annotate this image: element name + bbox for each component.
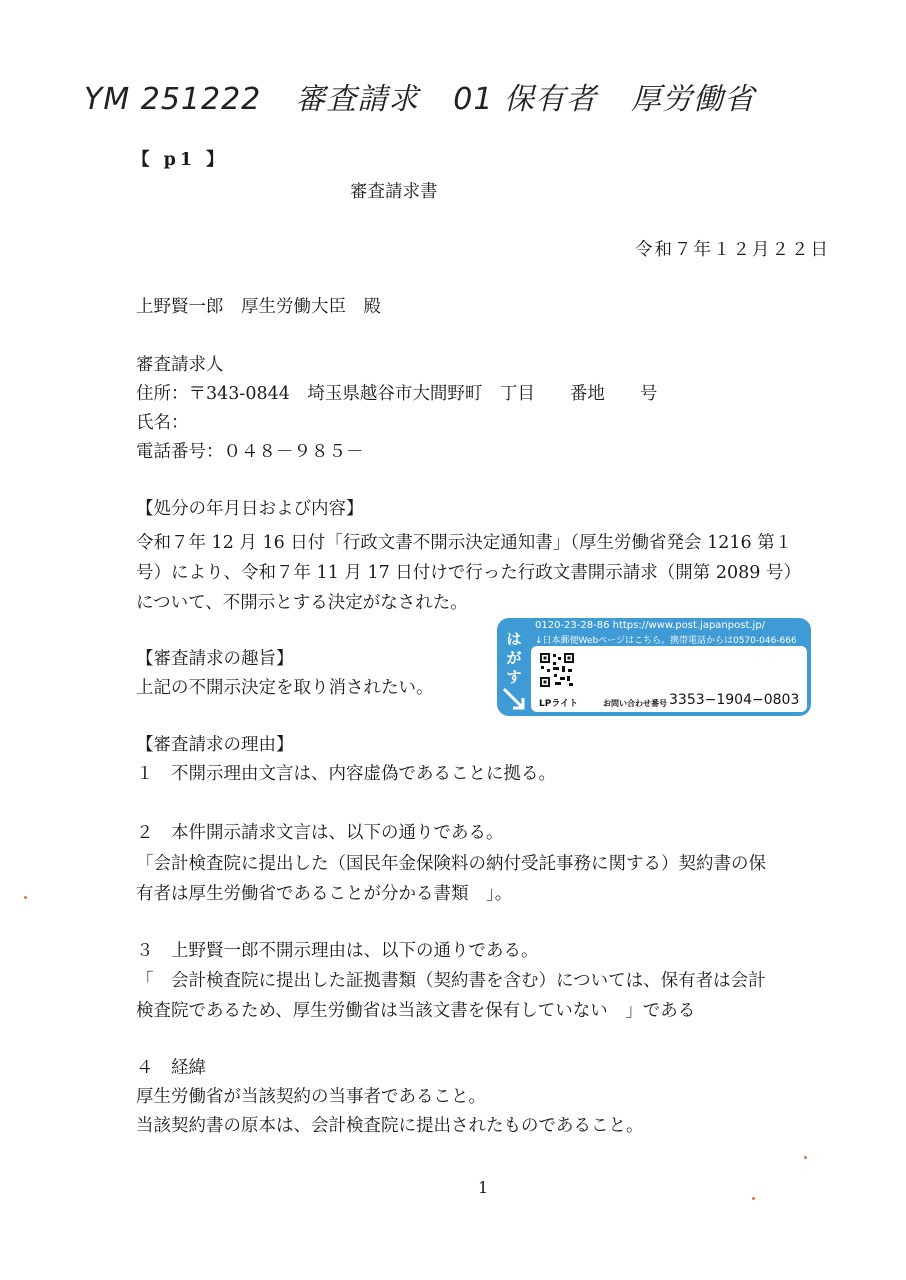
peel-arrow-icon: [501, 686, 527, 712]
page-tag: 【 p1 】: [132, 150, 228, 170]
handwritten-note: [84, 74, 789, 118]
handwritten-code: YM 251222: [84, 82, 262, 117]
reason-item-4-line: 当該契約書の原本は、会計検査院に提出されたものであること。: [136, 1116, 644, 1136]
scan-speck: [752, 1197, 755, 1200]
reason-item-4-line: 厚生労働省が当該契約の当事者であること。: [136, 1087, 486, 1107]
purpose-heading: 【審査請求の趣旨】: [136, 649, 294, 669]
scan-speck: [804, 1156, 807, 1159]
document-title: 審査請求書: [350, 182, 438, 202]
requester-name: 氏名：: [136, 413, 189, 433]
sticker-phone-url: 0120-23-28-86 https://www.post.japanpost.jp/: [535, 620, 766, 631]
requester-address: 住所：〒343-0844 埼玉県越谷市大間野町 丁目 番地 号: [136, 384, 658, 404]
reason-item-2-line: 有者は厚生労働省であることが分かる書類 」。: [136, 884, 513, 904]
sticker-inquiry-label: お問い合わせ番号: [603, 699, 667, 708]
requester-heading: 審査請求人: [136, 355, 224, 375]
reason-item-3-line: 「 会計検査院に提出した証拠書類（契約書を含む）については、保有者は会計: [136, 971, 766, 991]
reason-item-3: ３ 上野賢一郎不開示理由は、以下の通りである。: [136, 941, 539, 961]
qr-code-icon: [539, 652, 575, 688]
disposition-line: 号）により、令和７年 11 月 17 日付けで行った行政文書開示請求（開第 2089 号）: [136, 563, 801, 583]
document-date: 令和７年１２月２２日: [635, 240, 830, 260]
sticker-peel-label: はがす: [506, 630, 522, 686]
handwritten-subject: 審査請求: [295, 82, 420, 117]
reason-item-2: ２ 本件開示請求文言は、以下の通りである。: [136, 823, 504, 843]
sticker-brand: LPライト: [539, 699, 579, 709]
addressee: 上野賢一郎 厚生労働大臣 殿: [136, 297, 381, 317]
sticker-inquiry-number: 3353−1904−0803: [669, 692, 800, 708]
reasons-heading: 【審査請求の理由】: [136, 735, 294, 755]
reason-item-4: ４ 経緯: [136, 1058, 206, 1078]
sticker-notice: ↓日本郵便Webページはこちら。携帯電話からは0570-046-666: [535, 636, 797, 646]
reason-item-3-line: 検査院であるため、厚生労働省は当該文書を保有していない 」である: [136, 1001, 696, 1021]
handwritten-holder: 01 保有者: [453, 82, 597, 117]
disposition-line: について、不開示とする決定がなされた。: [136, 593, 468, 613]
page-number: 1: [478, 1178, 489, 1197]
requester-phone: 電話番号：０４８－９８５－: [136, 442, 364, 462]
purpose-text: 上記の不開示決定を取り消されたい。: [136, 678, 434, 698]
scan-speck: [24, 896, 27, 899]
sticker-panel: [531, 646, 807, 712]
reason-item-2-line: 「会計検査院に提出した（国民年金保険料の納付受託事務に関する）契約書の保: [136, 854, 766, 874]
reason-item-1: １ 不開示理由文言は、内容虚偽であることに拠る。: [136, 764, 556, 784]
disposition-heading: 【処分の年月日および内容】: [136, 499, 364, 519]
handwritten-ministry: 厚労働省: [631, 82, 755, 117]
disposition-line: 令和７年 12 月 16 日付「行政文書不開示決定通知書」（厚生労働省発会 1216 第１: [136, 533, 793, 553]
postal-sticker: [497, 618, 811, 716]
